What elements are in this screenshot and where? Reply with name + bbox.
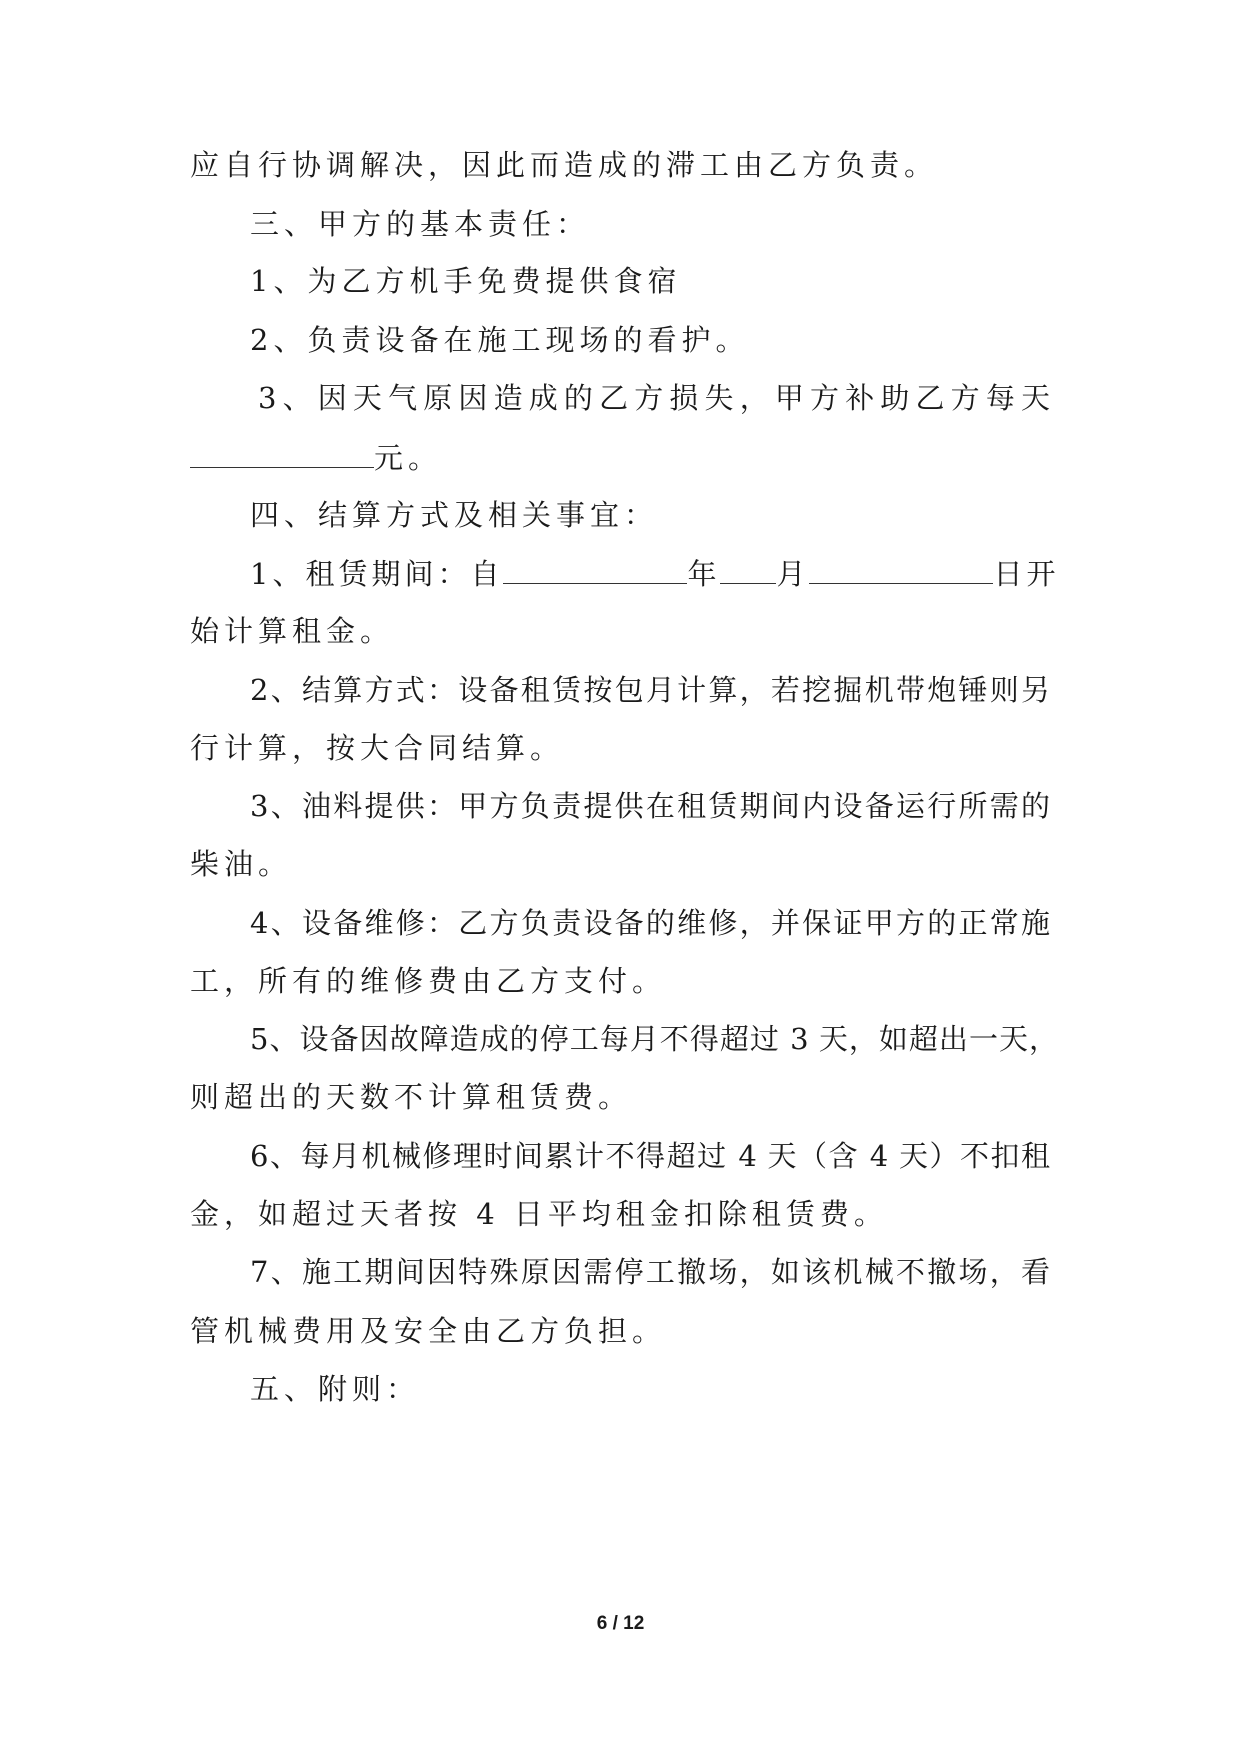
clause-4-6-continued: 金，如超过天者按 4 日平均租金扣除租赁费。 bbox=[190, 1197, 888, 1231]
clause-3-2: 2、负责设备在施工现场的看护。 bbox=[250, 323, 750, 357]
page-number: 6 / 12 bbox=[596, 1613, 645, 1634]
clause-4-2-continued: 行计算，按大合同结算。 bbox=[190, 731, 565, 765]
clause-4-7-continued: 管机械费用及安全由乙方负担。 bbox=[190, 1314, 667, 1348]
clause-4-2: 2、结算方式：设备租赁按包月计算，若挖掘机带炮锤则另 bbox=[250, 673, 1050, 707]
fill-in-blank-month bbox=[720, 553, 776, 584]
section-heading-5: 五、附则： bbox=[250, 1372, 421, 1406]
clause-3-3: 3、因天气原因造成的乙方损失，甲方补助乙方每天 bbox=[258, 381, 1050, 415]
clause-3-1: 1、为乙方机手免费提供食宿 bbox=[250, 264, 682, 298]
clause-4-4-continued: 工，所有的维修费由乙方支付。 bbox=[190, 964, 667, 998]
clause-text: 月 bbox=[776, 557, 810, 591]
clause-4-5-continued: 则超出的天数不计算租赁费。 bbox=[190, 1080, 633, 1114]
clause-text: 日开 bbox=[993, 557, 1060, 591]
section-heading-3: 三、甲方的基本责任： bbox=[250, 207, 591, 241]
fill-in-blank bbox=[190, 437, 374, 468]
clause-4-1-continued: 始计算租金。 bbox=[190, 614, 395, 648]
clause-4-1 bbox=[250, 553, 1060, 593]
clause-text: 1、租赁期间：自 bbox=[250, 557, 504, 591]
clause-4-7: 7、施工期间因特殊原因需停工撤场，如该机械不撤场，看 bbox=[250, 1255, 1050, 1289]
clause-4-3-continued: 柴油。 bbox=[190, 847, 293, 881]
paragraph-line: 应自行协调解决，因此而造成的滞工由乙方负责。 bbox=[190, 148, 939, 182]
clause-3-3-continued bbox=[190, 437, 1050, 477]
clause-4-3: 3、油料提供：甲方负责提供在租赁期间内设备运行所需的 bbox=[250, 789, 1050, 823]
fill-in-blank-year bbox=[503, 553, 687, 584]
clause-4-5: 5、设备因故障造成的停工每月不得超过 3 天，如超出一天， bbox=[250, 1022, 1058, 1056]
fill-in-blank-day bbox=[809, 553, 993, 584]
section-heading-4: 四、结算方式及相关事宜： bbox=[250, 498, 659, 532]
clause-text: 元。 bbox=[374, 441, 443, 475]
clause-4-4: 4、设备维修：乙方负责设备的维修，并保证甲方的正常施 bbox=[250, 906, 1050, 940]
clause-text: 年 bbox=[687, 557, 721, 591]
clause-4-6: 6、每月机械修理时间累计不得超过 4 天（含 4 天）不扣租 bbox=[250, 1139, 1050, 1173]
